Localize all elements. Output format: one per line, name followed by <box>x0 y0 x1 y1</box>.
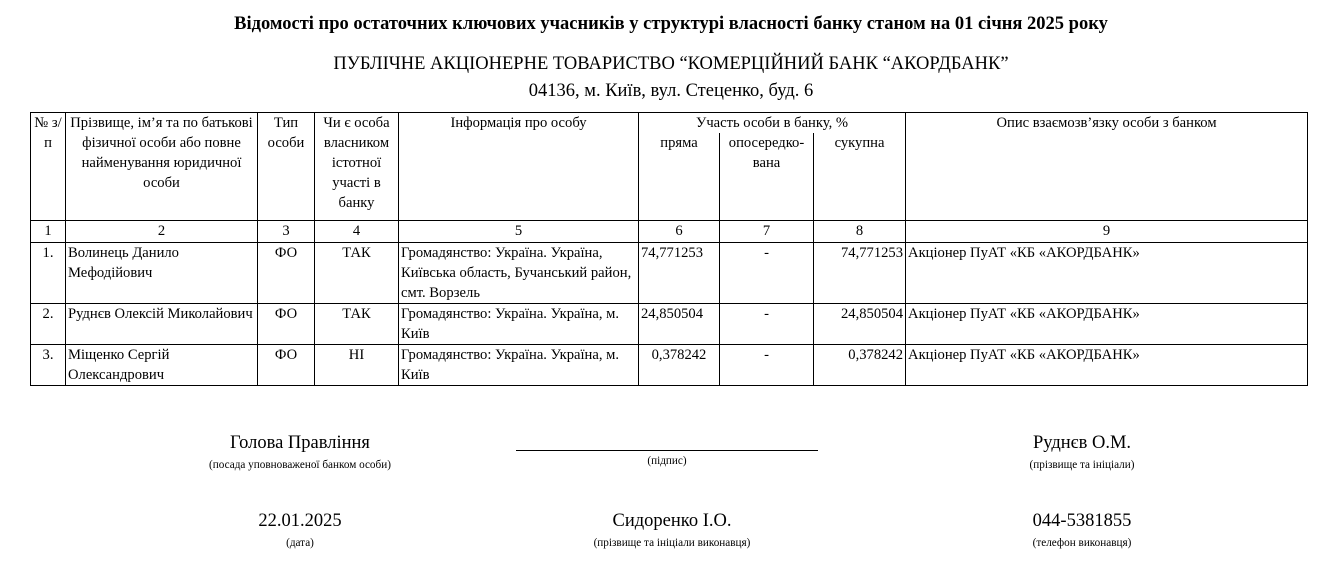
executor-caption: (прізвище та ініціали виконавця) <box>593 537 751 549</box>
signature-caption: (підпис) <box>647 455 687 467</box>
table-header-row <box>31 113 1308 134</box>
cell-name: Міщенко Сергій Олександрович <box>66 344 258 385</box>
cell-no: 3. <box>31 344 66 385</box>
cell-owner: ТАК <box>315 242 399 303</box>
cell-owner: ТАК <box>315 303 399 344</box>
cell-info: Громадянство: Україна. Україна, Київська область, Бучанський район, смт. Ворзель <box>399 242 639 303</box>
col-number: 2 <box>66 220 258 242</box>
col-number: 9 <box>906 220 1308 242</box>
signature-line <box>516 450 818 451</box>
executor-block <box>542 510 802 550</box>
cell-owner: НІ <box>315 344 399 385</box>
cell-direct: 0,378242 <box>639 344 720 385</box>
date-caption: (дата) <box>286 537 314 549</box>
cell-name: Волинець Данило Мефодійович <box>66 242 258 303</box>
col-number: 3 <box>258 220 315 242</box>
cell-relation: Акціонер ПуАТ «КБ «АКОРДБАНК» <box>906 303 1308 344</box>
header-total: сукупна <box>814 133 906 220</box>
header-direct: пряма <box>639 133 720 220</box>
phone-block <box>982 510 1182 550</box>
header-owner: Чи є особа власником істотної участі в банку <box>315 113 399 221</box>
cell-type: ФО <box>258 242 315 303</box>
cell-indirect: - <box>720 303 814 344</box>
header-info: Інформація про особу <box>399 113 639 221</box>
col-number: 5 <box>399 220 639 242</box>
header-indirect: опосередко-вана <box>720 133 814 220</box>
col-number: 6 <box>639 220 720 242</box>
ownership-table <box>30 112 1308 386</box>
position-block <box>150 432 450 472</box>
table-row <box>31 303 1308 344</box>
header-type: Тип особи <box>258 113 315 221</box>
header-no: № з/п <box>31 113 66 221</box>
phone-caption: (телефон виконавця) <box>1032 537 1132 549</box>
bank-name: ПУБЛІЧНЕ АКЦІОНЕРНЕ ТОВАРИСТВО “КОМЕРЦІЙНИЙ БАНК “АКОРДБАНК” <box>333 54 1009 74</box>
cell-type: ФО <box>258 344 315 385</box>
cell-direct: 74,771253 <box>639 242 720 303</box>
cell-total: 24,850504 <box>814 303 906 344</box>
date-block <box>200 510 400 550</box>
cell-no: 1. <box>31 242 66 303</box>
signer-caption: (прізвище та ініціали) <box>1029 459 1135 471</box>
cell-direct: 24,850504 <box>639 303 720 344</box>
executor-phone: 044-5381855 <box>1032 511 1132 531</box>
header-relation: Опис взаємозв’язку особи з банком <box>906 113 1308 221</box>
cell-indirect: - <box>720 242 814 303</box>
table-row <box>31 344 1308 385</box>
col-number: 8 <box>814 220 906 242</box>
table-row <box>31 242 1308 303</box>
cell-relation: Акціонер ПуАТ «КБ «АКОРДБАНК» <box>906 344 1308 385</box>
cell-total: 0,378242 <box>814 344 906 385</box>
header-name: Прізвище, ім’я та по батькові фізичної особи або повне найменування юридичної особи <box>66 113 258 221</box>
signer-name: Руднєв О.М. <box>1032 433 1132 453</box>
cell-info: Громадянство: Україна. Україна, м. Київ <box>399 344 639 385</box>
document-title: Відомості про остаточних ключових учасників у структурі власності банку станом на 01 січня 2025 року <box>234 14 1108 34</box>
position-caption: (посада уповноваженої банком особи) <box>209 459 391 471</box>
cell-info: Громадянство: Україна. Україна, м. Київ <box>399 303 639 344</box>
cell-no: 2. <box>31 303 66 344</box>
executor-name: Сидоренко І.О. <box>612 511 732 531</box>
cell-total: 74,771253 <box>814 242 906 303</box>
col-number: 7 <box>720 220 814 242</box>
col-number: 1 <box>31 220 66 242</box>
cell-type: ФО <box>258 303 315 344</box>
col-number: 4 <box>315 220 399 242</box>
bank-address: 04136, м. Київ, вул. Стеценко, буд. 6 <box>528 81 814 101</box>
cell-relation: Акціонер ПуАТ «КБ «АКОРДБАНК» <box>906 242 1308 303</box>
column-number-row <box>31 220 1308 242</box>
signer-block <box>982 432 1182 472</box>
cell-indirect: - <box>720 344 814 385</box>
header-share: Участь особи в банку, % <box>639 113 906 134</box>
signature-block <box>567 454 767 468</box>
report-date: 22.01.2025 <box>258 511 342 531</box>
cell-name: Руднєв Олексій Миколайович <box>66 303 258 344</box>
position-title: Голова Правління <box>230 433 370 453</box>
